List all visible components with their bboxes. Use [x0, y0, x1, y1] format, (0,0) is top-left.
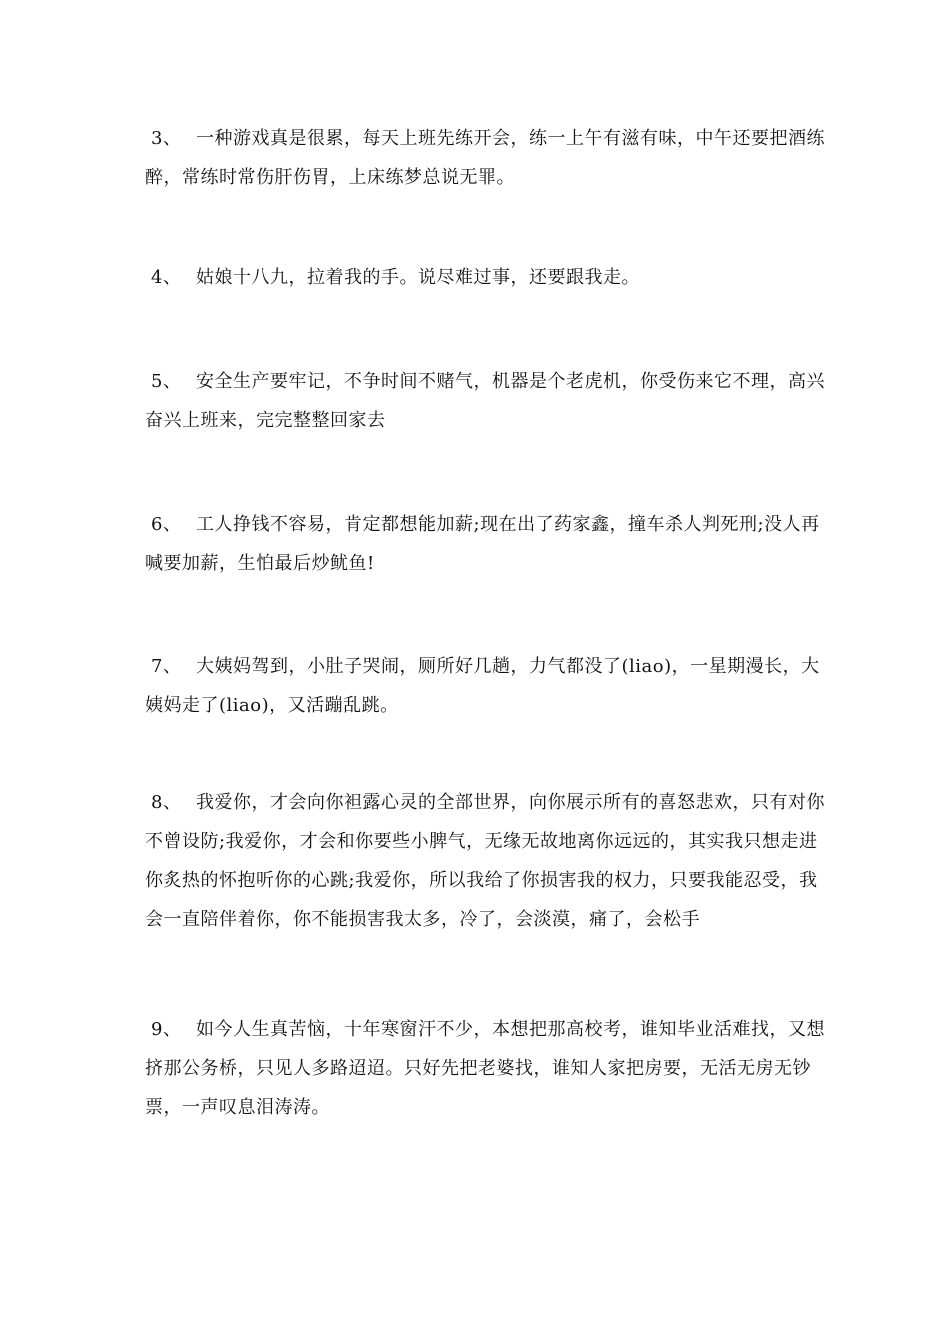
- item-text: 工人挣钱不容易，肯定都想能加薪;现在出了药家鑫，撞车杀人判死刑;没人再喊要加薪，生怕最后炒鱿鱼!: [145, 514, 820, 574]
- item-text: 我爱你，才会向你袒露心灵的全部世界，向你展示所有的喜怒悲欢，只有对你不曾设防;我爱你，才会和你要些小脾气，无缘无故地离你远远的，其实我只想走进你炙热的怀抱听你的心跳;我爱你，所以我给了你损害我的权力，只要我能忍受，我会一直陪伴着你，你不能损害我太多，冷了，会淡漠，痛了，会松手: [145, 792, 825, 930]
- item-number: 6、: [151, 514, 182, 535]
- list-item: [145, 1010, 825, 1127]
- item-text: 如今人生真苦恼，十年寒窗汗不少，本想把那高校考，谁知毕业活难找，又想挤那公务桥，只见人多路迢迢。只好先把老婆找，谁知人家把房要，无活无房无钞票，一声叹息泪涛涛。: [145, 1019, 825, 1118]
- item-text: 大姨妈驾到，小肚子哭闹，厕所好几趟，力气都没了(liao)，一星期漫长，大姨妈走了(liao)，又活蹦乱跳。: [145, 656, 820, 716]
- item-number: 3、: [151, 128, 182, 149]
- item-text: 姑娘十八九，拉着我的手。说尽难过事，还要跟我走。: [196, 267, 640, 288]
- item-text: 一种游戏真是很累，每天上班先练开会，练一上午有滋有味，中午还要把酒练醉，常练时常伤肝伤胃，上床练梦总说无罪。: [145, 128, 825, 188]
- item-number: 9、: [151, 1019, 182, 1040]
- list-item: [145, 783, 825, 939]
- item-number: 7、: [151, 656, 182, 677]
- item-text: 安全生产要牢记，不争时间不赌气，机器是个老虎机，你受伤来它不理，高兴奋兴上班来，完完整整回家去: [145, 371, 825, 431]
- list-item: [145, 647, 825, 725]
- item-number: 8、: [151, 792, 182, 813]
- list-item: [145, 258, 825, 297]
- list-item: [145, 505, 825, 583]
- list-item: [145, 362, 825, 440]
- list-item: [145, 119, 825, 197]
- item-number: 5、: [151, 371, 182, 392]
- item-number: 4、: [151, 267, 182, 288]
